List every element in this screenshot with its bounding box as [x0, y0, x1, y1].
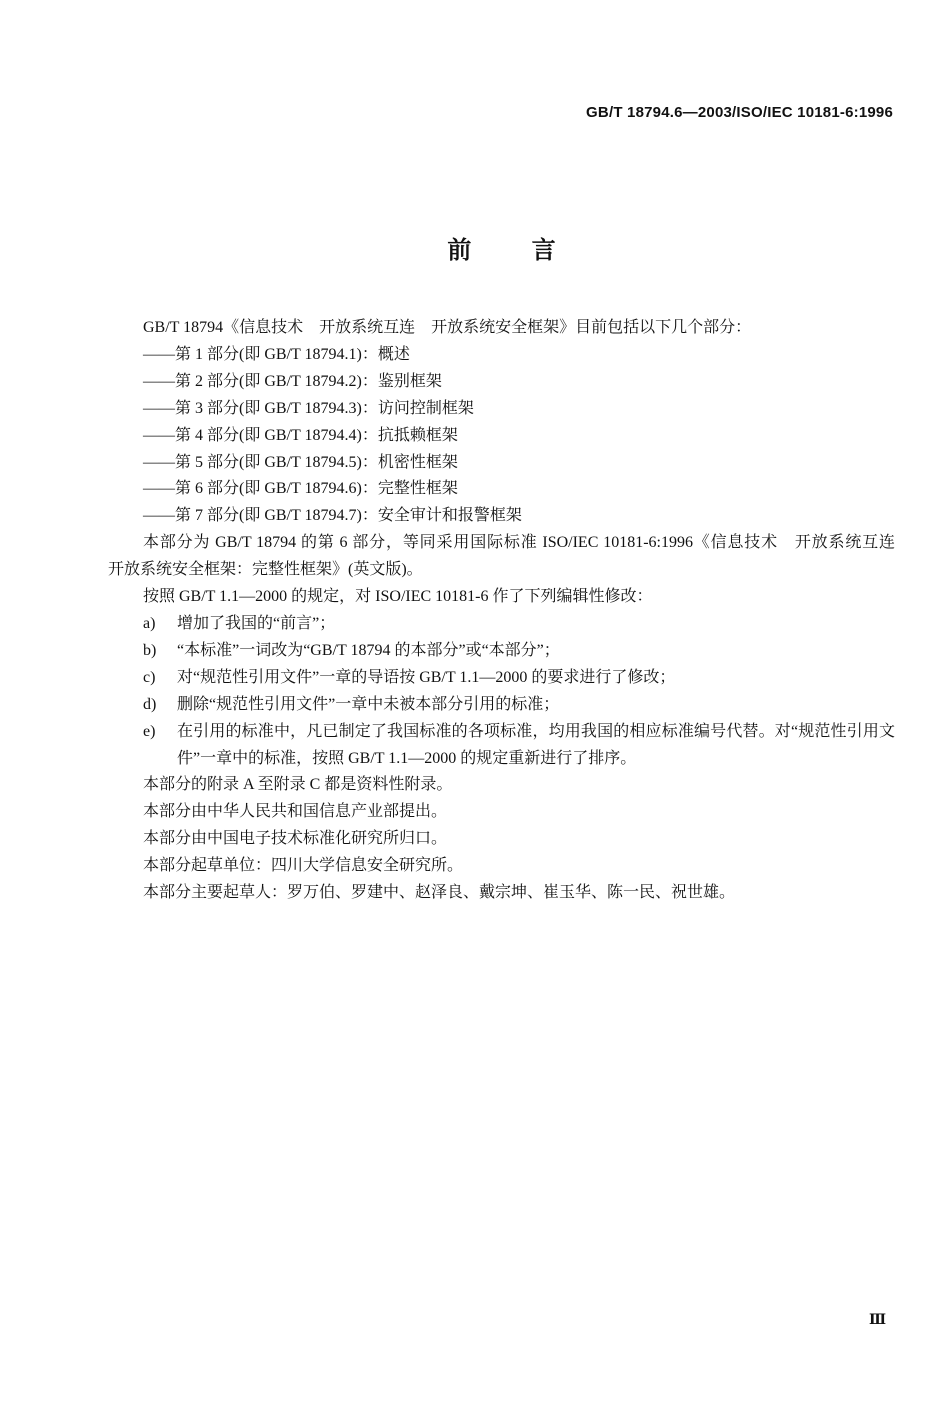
modification-item-text: 增加了我国的“前言”； [177, 614, 336, 632]
page-title: 前 言 [447, 236, 556, 264]
modification-item-label: b) [143, 641, 157, 659]
custodian-paragraph: 本部分由中国电子技术标准化研究所归口。 [143, 830, 448, 848]
part-list-item: ——第 4 部分(即 GB/T 18794.4)：抗抵赖框架 [143, 426, 458, 444]
modification-item-label: d) [143, 695, 157, 713]
modification-item-label: a) [143, 614, 156, 632]
preface-body [108, 315, 912, 907]
part-list-item: ——第 5 部分(即 GB/T 18794.5)：机密性框架 [143, 453, 458, 471]
annex-note-paragraph: 本部分的附录 A 至附录 C 都是资料性附录。 [143, 776, 453, 794]
page-number: Ⅲ [868, 1312, 886, 1328]
part-list-item: ——第 7 部分(即 GB/T 18794.7)：安全审计和报警框架 [143, 507, 522, 525]
modification-item-label: e) [143, 722, 156, 740]
part-list-item: ——第 6 部分(即 GB/T 18794.6)：完整性框架 [143, 480, 458, 498]
modification-item [108, 719, 895, 773]
drafting-unit-paragraph: 本部分起草单位：四川大学信息安全研究所。 [143, 857, 464, 875]
modification-item [108, 638, 895, 665]
adoption-paragraph: 本部分为 GB/T 18794 的第 6 部分，等同采用国际标准 ISO/IEC 10181-6:1996《信息技术 开放系统互连 开放系统安全框架：完整性框架》(英文版)。 [108, 534, 912, 579]
modification-item-label: c) [143, 668, 156, 686]
proposer-paragraph: 本部分由中华人民共和国信息产业部提出。 [143, 803, 448, 821]
drafters-paragraph: 本部分主要起草人：罗万伯、罗建中、赵泽良、戴宗坤、崔玉华、陈一民、祝世雄。 [143, 884, 736, 902]
modification-item-text: 删除“规范性引用文件”一章中未被本部分引用的标准； [177, 695, 560, 713]
standard-code-header: GB/T 18794.6—2003/ISO/IEC 10181-6:1996 [586, 104, 893, 121]
modification-item-text: “本标准”一词改为“GB/T 18794 的本部分”或“本部分”； [177, 641, 560, 659]
part-list-item: ——第 3 部分(即 GB/T 18794.3)：访问控制框架 [143, 399, 474, 417]
modification-item-text: 对“规范性引用文件”一章的导语按 GB/T 1.1—2000 的要求进行了修改； [177, 668, 676, 686]
part-list-item: ——第 1 部分(即 GB/T 18794.1)：概述 [143, 345, 410, 363]
part-list-item: ——第 2 部分(即 GB/T 18794.2)：鉴别框架 [143, 372, 442, 390]
modification-item [108, 611, 895, 638]
modification-item-text: 在引用的标准中，凡已制定了我国标准的各项标准，均用我国的相应标准编号代替。对“规范性引用文件”一章中的标准，按照 GB/T 1.1—2000 的规定重新进行了排序。 [177, 722, 895, 767]
modification-item [108, 692, 895, 719]
modifications-intro-paragraph: 按照 GB/T 1.1—2000 的规定，对 ISO/IEC 10181-6 作了下列编辑性修改： [143, 588, 653, 606]
modification-item [108, 665, 895, 692]
intro-paragraph: GB/T 18794《信息技术 开放系统互连 开放系统安全框架》目前包括以下几个部分： [143, 319, 752, 336]
